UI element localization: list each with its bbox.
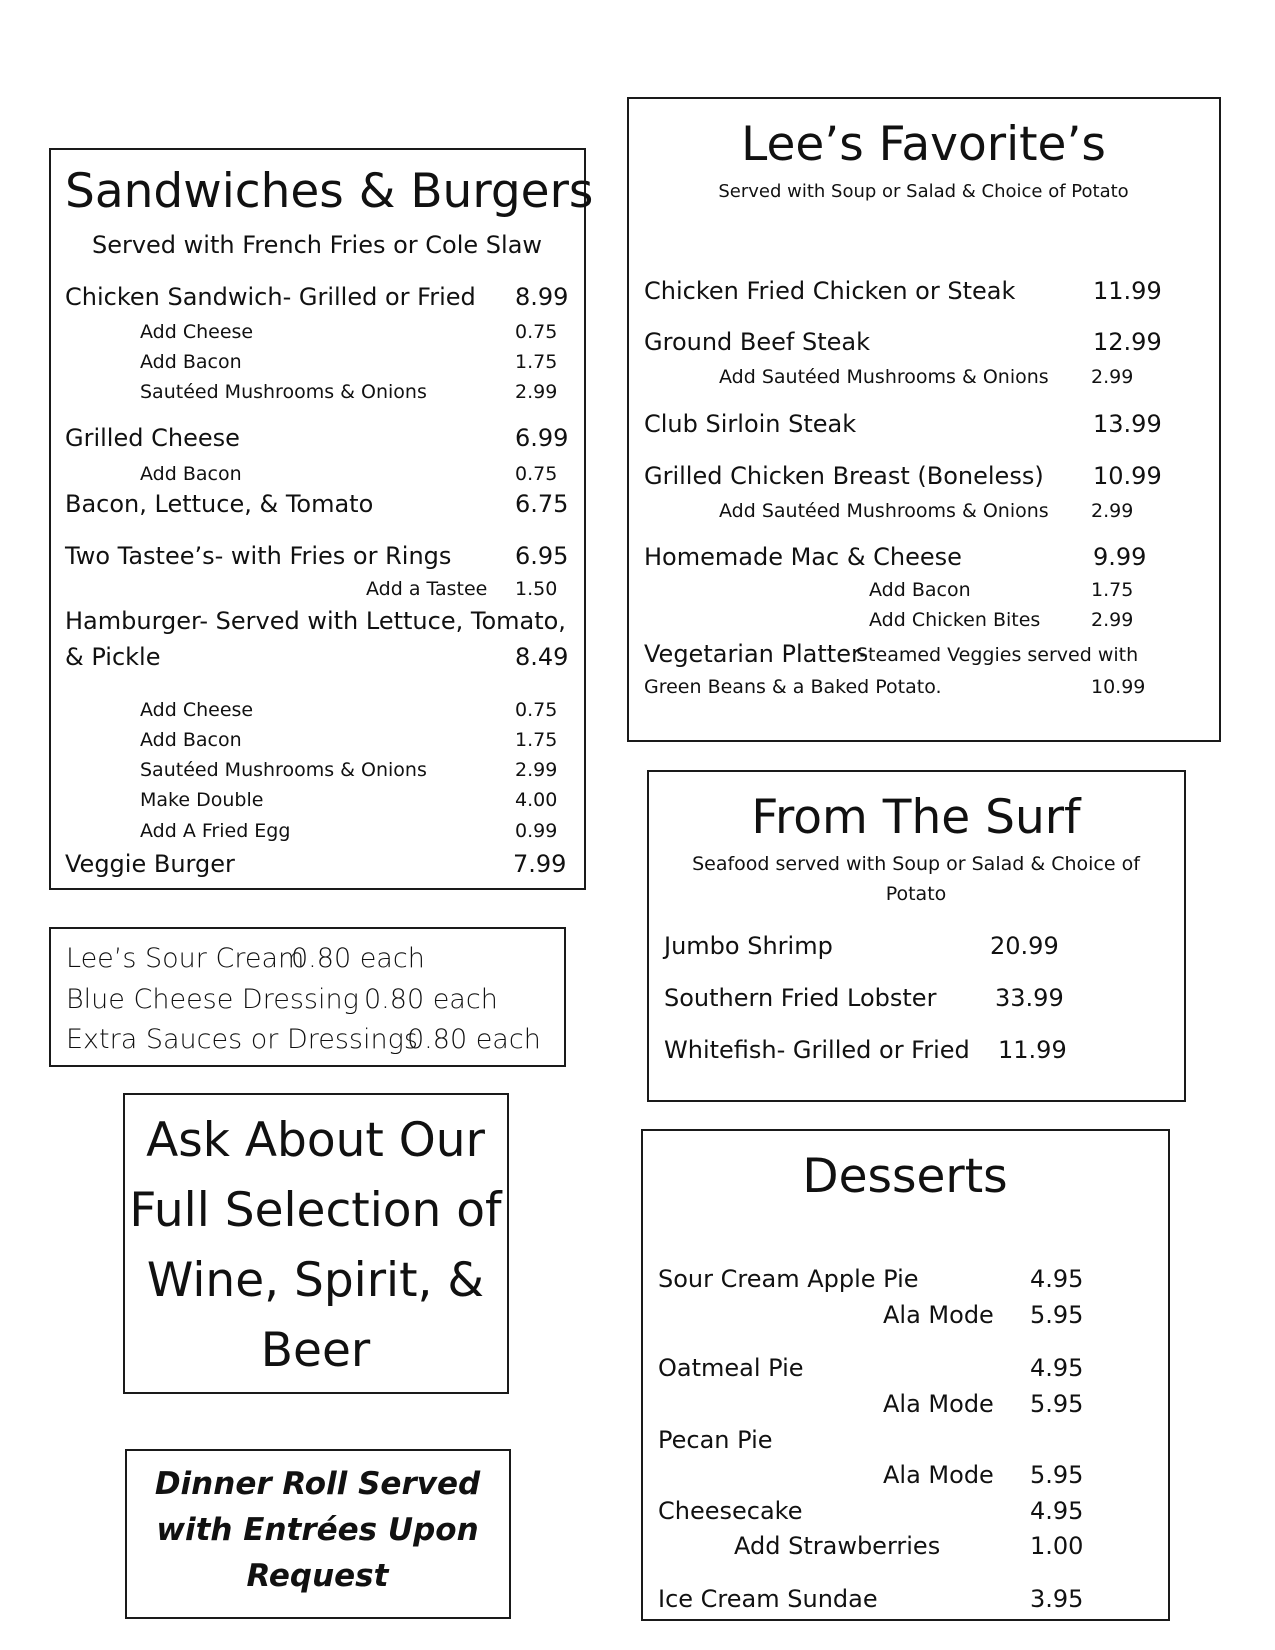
item-price: 7.99 xyxy=(513,850,567,878)
section-subtitle: Seafood served with Soup or Salad & Choice of xyxy=(692,853,1140,875)
section-title: Desserts xyxy=(802,1149,1008,1204)
item-name: Oatmeal Pie xyxy=(658,1354,804,1382)
addon-price: 0.75 xyxy=(515,463,558,485)
item-name: Cheesecake xyxy=(658,1497,803,1525)
item-name: Bacon, Lettuce, & Tomato xyxy=(65,490,374,518)
item-price: 8.99 xyxy=(515,283,569,311)
desserts-section xyxy=(641,1129,1170,1621)
item-price: 3.95 xyxy=(1030,1585,1084,1613)
addon-name: Add Sautéed Mushrooms & Onions xyxy=(719,500,1049,522)
note-line: Wine, Spirit, & xyxy=(146,1253,485,1308)
addon-price: 1.75 xyxy=(515,351,558,373)
section-title: From The Surf xyxy=(751,790,1081,845)
item-price: 11.99 xyxy=(1093,277,1162,305)
item-name: Homemade Mac & Cheese xyxy=(644,543,962,571)
item-name-cont: & Pickle xyxy=(65,643,161,671)
addon-price: 1.00 xyxy=(1030,1532,1084,1560)
addon-price: 1.75 xyxy=(515,729,558,751)
item-price: 12.99 xyxy=(1093,328,1162,356)
addon-price: 5.95 xyxy=(1030,1301,1084,1329)
item-price: 10.99 xyxy=(1093,462,1162,490)
item-price: 6.99 xyxy=(515,424,569,452)
item-price: 10.99 xyxy=(1091,676,1146,698)
sandwiches-section xyxy=(49,148,594,890)
extra-name: Extra Sauces or Dressings xyxy=(66,1024,418,1055)
section-subtitle: Served with French Fries or Cole Slaw xyxy=(91,231,543,259)
drinks-note xyxy=(123,1093,509,1394)
item-price: 6.75 xyxy=(515,490,569,518)
item-name: Chicken Fried Chicken or Steak xyxy=(644,277,1016,305)
item-price: 9.99 xyxy=(1093,543,1147,571)
addon-price: 2.99 xyxy=(1091,500,1134,522)
addon-name: Ala Mode xyxy=(883,1301,994,1329)
addon-price: 2.99 xyxy=(1091,366,1134,388)
addon-price: 0.75 xyxy=(515,321,558,343)
item-price: 4.95 xyxy=(1030,1265,1084,1293)
addon-price: 5.95 xyxy=(1030,1461,1084,1489)
item-desc-cont: Green Beans & a Baked Potato. xyxy=(644,676,942,698)
item-name: Whitefish- Grilled or Fried xyxy=(664,1036,970,1064)
item-name: Ice Cream Sundae xyxy=(658,1585,878,1613)
note-line: Request xyxy=(246,1558,389,1594)
extra-price: 0.80 each xyxy=(291,943,425,974)
item-price: 8.49 xyxy=(515,643,569,671)
addon-price: 4.00 xyxy=(515,789,558,811)
item-name: Jumbo Shrimp xyxy=(664,932,833,960)
surf-section xyxy=(647,770,1186,1102)
extra-name: Blue Cheese Dressing xyxy=(66,984,359,1015)
addon-name: Make Double xyxy=(140,789,264,811)
addon-price: 2.99 xyxy=(1091,609,1134,631)
item-price: 6.95 xyxy=(515,542,569,570)
note-line: Full Selection of xyxy=(129,1183,502,1238)
item-desc: Steamed Veggies served with xyxy=(856,644,1139,666)
addon-price: 1.50 xyxy=(515,578,558,600)
addon-name: Add Cheese xyxy=(140,699,254,721)
addon-price: 1.75 xyxy=(1091,579,1134,601)
addon-name: Ala Mode xyxy=(883,1390,994,1418)
addon-name: Add A Fried Egg xyxy=(140,820,291,842)
item-price: 11.99 xyxy=(998,1036,1067,1064)
item-name: Club Sirloin Steak xyxy=(644,410,857,438)
item-name: Sour Cream Apple Pie xyxy=(658,1265,919,1293)
note-line: with Entrées Upon xyxy=(156,1512,479,1548)
item-price: 4.95 xyxy=(1030,1354,1084,1382)
addon-name: Add Strawberries xyxy=(734,1532,941,1560)
note-line: Dinner Roll Served xyxy=(154,1466,481,1502)
addon-name: Add Bacon xyxy=(140,463,242,485)
dinner-roll-note xyxy=(125,1449,511,1619)
note-line: Ask About Our xyxy=(146,1113,485,1168)
item-price: 20.99 xyxy=(990,932,1059,960)
addon-price: 2.99 xyxy=(515,381,558,403)
item-name: Grilled Chicken Breast (Boneless) xyxy=(644,462,1044,490)
section-title: Sandwiches & Burgers xyxy=(65,164,594,219)
addon-name: Add Bacon xyxy=(140,729,242,751)
item-price: 33.99 xyxy=(995,984,1064,1012)
extra-price: 0.80 each xyxy=(364,984,498,1015)
item-name: Hamburger- Served with Lettuce, Tomato, xyxy=(65,607,566,635)
addon-name: Ala Mode xyxy=(883,1461,994,1489)
addon-price: 5.95 xyxy=(1030,1390,1084,1418)
addon-name: Add a Tastee xyxy=(366,578,488,600)
favorites-section xyxy=(627,97,1221,742)
addon-name: Add Bacon xyxy=(140,351,242,373)
addon-name: Sautéed Mushrooms & Onions xyxy=(140,381,427,403)
section-title: Lee’s Favorite’s xyxy=(741,117,1106,172)
item-name: Vegetarian Platter- xyxy=(644,640,868,668)
item-price: 13.99 xyxy=(1093,410,1162,438)
extras-section xyxy=(49,927,566,1067)
section-subtitle-cont: Potato xyxy=(885,883,947,905)
addon-price: 0.75 xyxy=(515,699,558,721)
item-name: Two Tastee’s- with Fries or Rings xyxy=(65,542,452,570)
item-name: Pecan Pie xyxy=(658,1426,773,1454)
item-name: Ground Beef Steak xyxy=(644,328,870,356)
addon-name: Add Chicken Bites xyxy=(869,609,1041,631)
addon-name: Add Bacon xyxy=(869,579,971,601)
note-line: Beer xyxy=(260,1323,371,1378)
item-price: 4.95 xyxy=(1030,1497,1084,1525)
addon-name: Sautéed Mushrooms & Onions xyxy=(140,759,427,781)
item-name: Veggie Burger xyxy=(65,850,235,878)
item-name: Southern Fried Lobster xyxy=(664,984,937,1012)
extra-name: Lee’s Sour Cream xyxy=(66,943,305,974)
item-name: Grilled Cheese xyxy=(65,424,240,452)
addon-name: Add Cheese xyxy=(140,321,254,343)
section-subtitle: Served with Soup or Salad & Choice of Potato xyxy=(718,181,1129,202)
addon-price: 2.99 xyxy=(515,759,558,781)
item-name: Chicken Sandwich- Grilled or Fried xyxy=(65,283,476,311)
addon-price: 0.99 xyxy=(515,820,558,842)
extra-price: 0.80 each xyxy=(407,1024,541,1055)
addon-name: Add Sautéed Mushrooms & Onions xyxy=(719,366,1049,388)
